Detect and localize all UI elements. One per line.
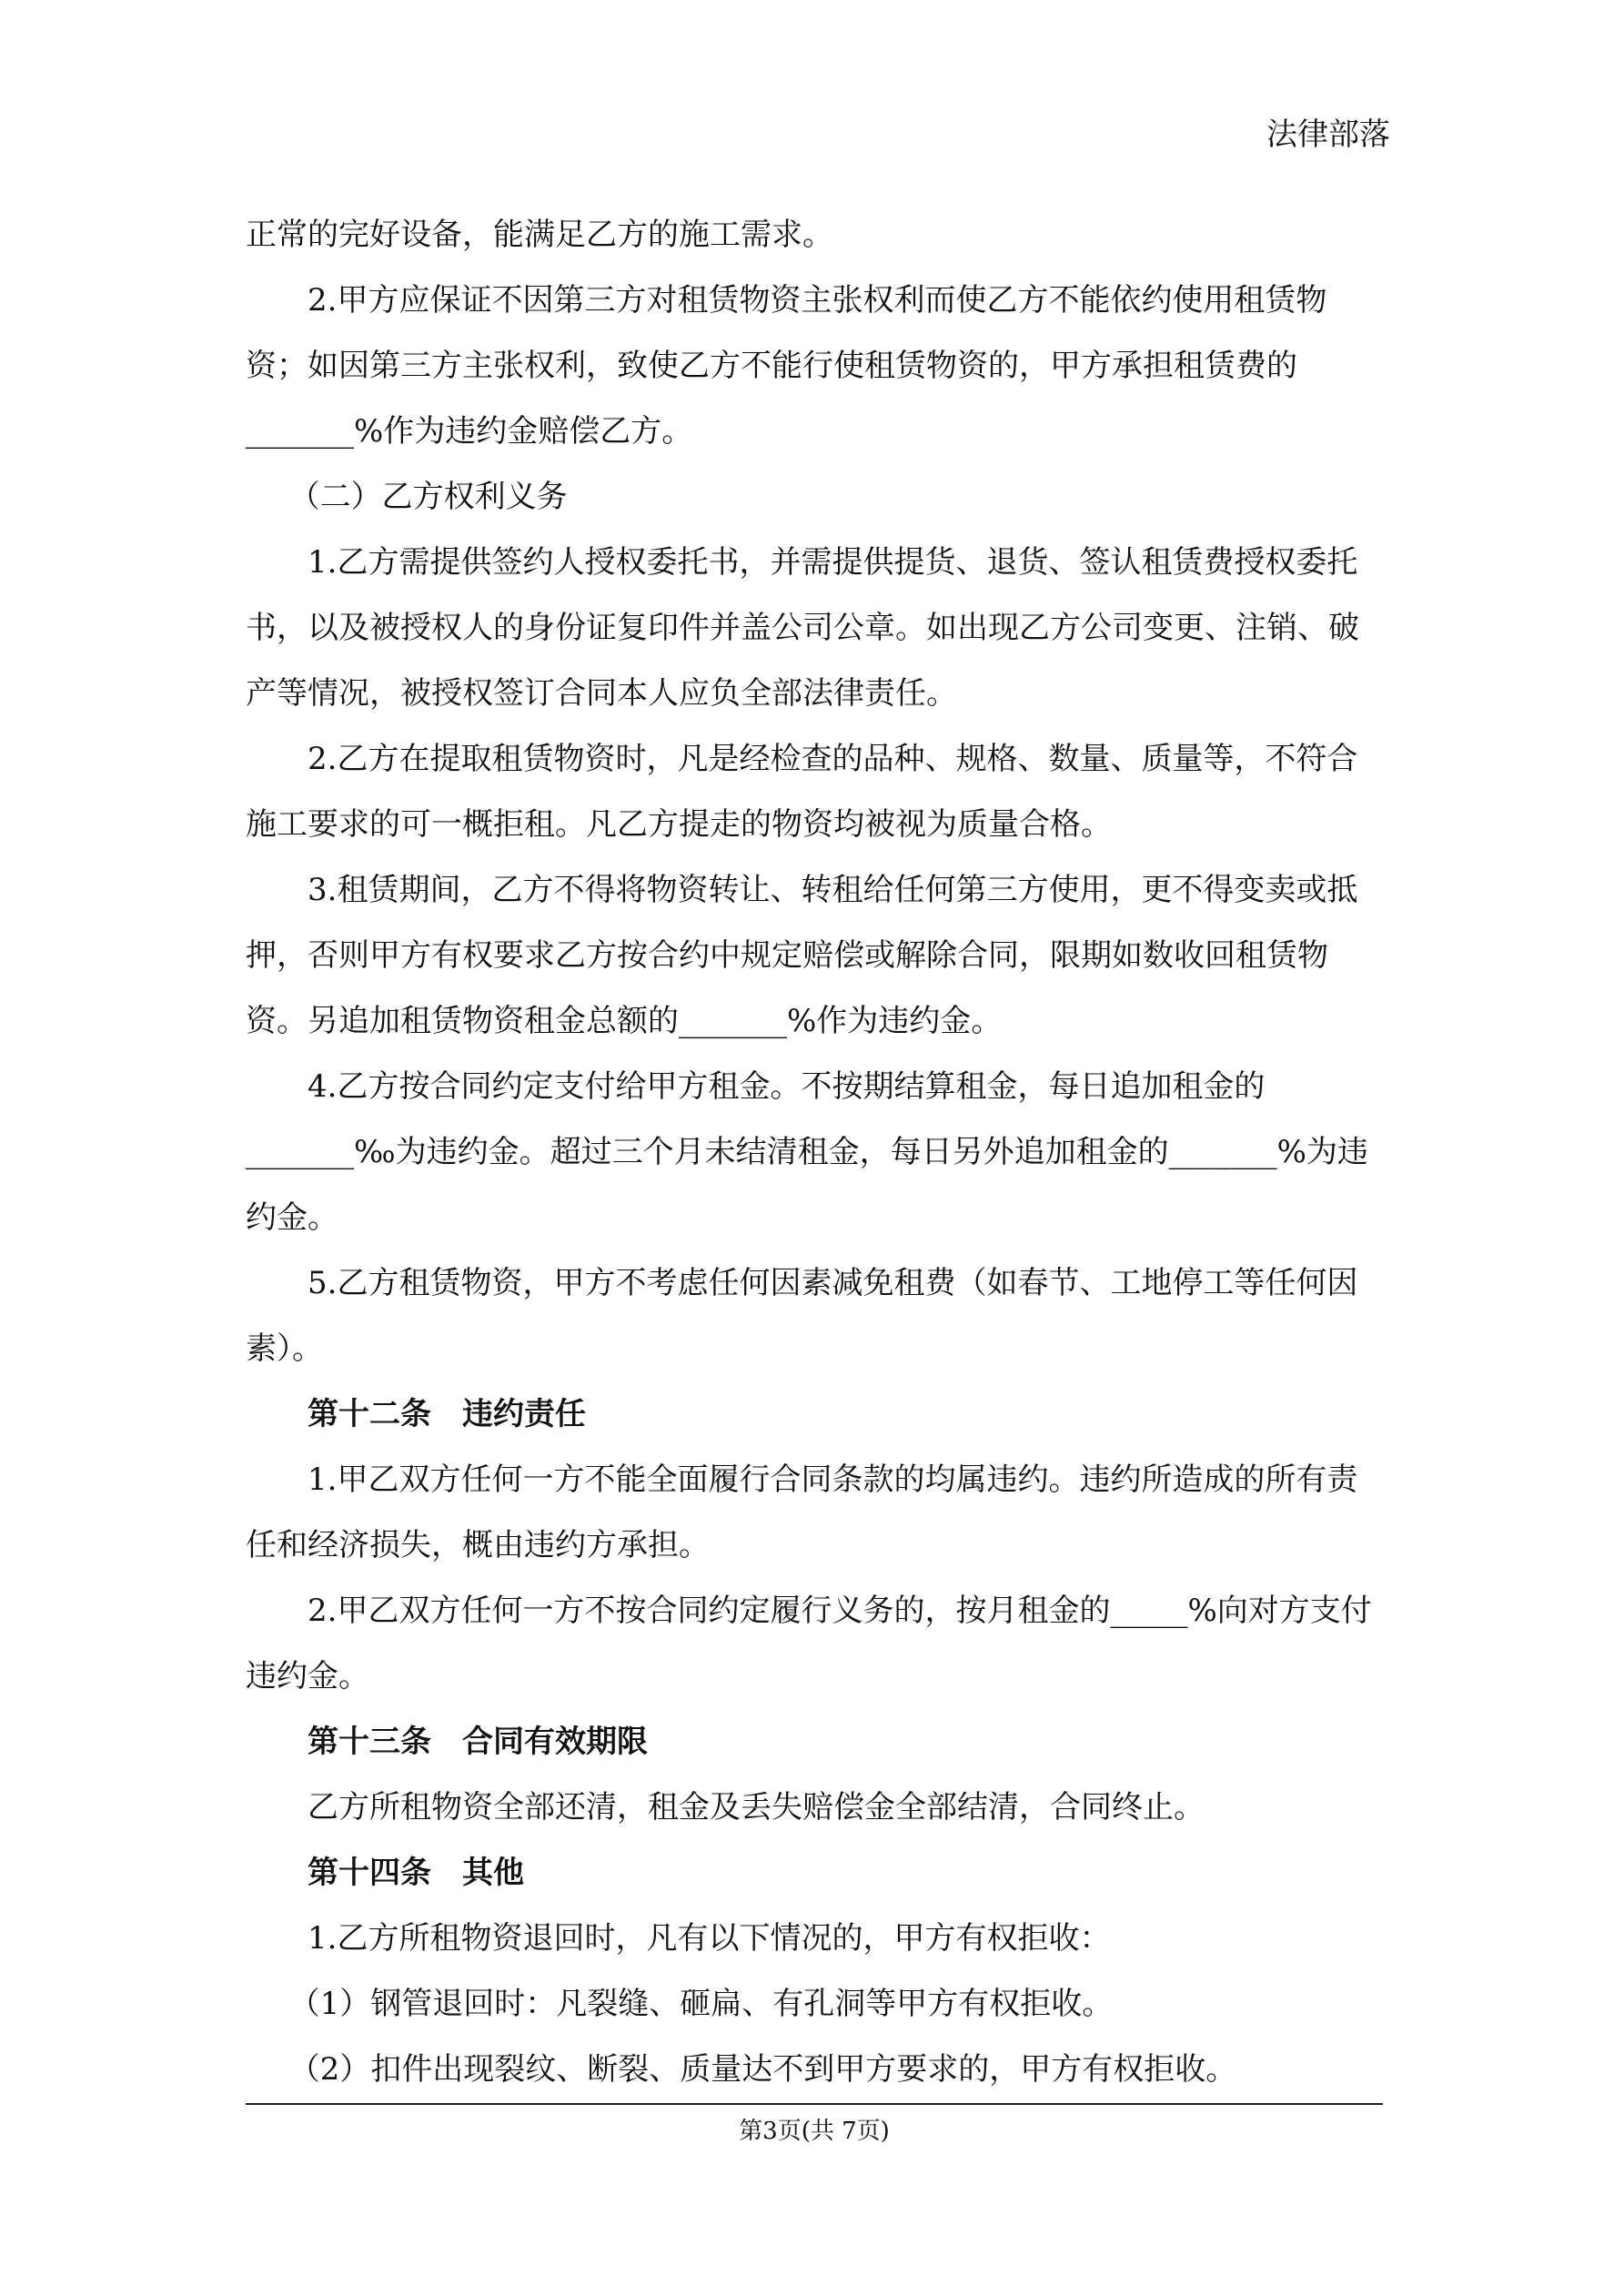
article-heading-14: 第十四条 其他: [308, 1855, 524, 1891]
list-item: （2）扣件出现裂纹、断裂、质量达不到甲方要求的，甲方有权拒收。: [288, 2051, 1237, 2088]
article-heading-13: 第十三条 合同有效期限: [308, 1724, 648, 1760]
paragraph: 1.甲乙双方任何一方不能全面履行合同条款的均属违约。违约所造成的所有责任和经济损失，概由违约方承担。: [246, 1462, 1358, 1563]
paragraph: 2.甲方应保证不因第三方对租赁物资主张权利而使乙方不能依约使用租赁物资；如因第三方主张权利，致使乙方不能行使租赁物资的，甲方承担租赁费的_______%作为违约金赔偿乙方。: [246, 282, 1327, 450]
paragraph: 正常的完好设备，能满足乙方的施工需求。: [246, 217, 833, 253]
footer-divider: [246, 2103, 1383, 2105]
paragraph: 5.乙方租赁物资，甲方不考虑任何因素减免租费（如春节、工地停工等任何因素）。: [246, 1265, 1358, 1367]
document-body: [246, 202, 1383, 2102]
list-item: （1）钢管退回时：凡裂缝、砸扁、有孔洞等甲方有权拒收。: [288, 1986, 1114, 2022]
paragraph: 2.甲乙双方任何一方不按合同约定履行义务的，按月租金的_____%向对方支付违约金。: [246, 1593, 1372, 1694]
paragraph: 1.乙方需提供签约人授权委托书，并需提供提货、退货、签认租赁费授权委托书，以及被授权人的身份证复印件并盖公司公章。如出现乙方公司变更、注销、破产等情况，被授权签订合同本人应负全部法律责任。: [246, 544, 1359, 712]
paragraph: 3.租赁期间，乙方不得将物资转让、转租给任何第三方使用，更不得变卖或抵押，否则甲方有权要求乙方按合约中规定赔偿或解除合同，限期如数收回租赁物资。另追加租赁物资租金总额的_______%作为违约金。: [246, 872, 1358, 1039]
paragraph: 1.乙方所租物资退回时，凡有以下情况的，甲方有权拒收：: [308, 1920, 1111, 1957]
page-number: 第3页(共 7页): [739, 2118, 890, 2145]
paragraph: 4.乙方按合同约定支付给甲方租金。不按期结算租金，每日追加租金的_______‰为违约金。超过三个月未结清租金，每日另外追加租金的_______%为违约金。: [246, 1068, 1368, 1236]
paragraph: 2.乙方在提取租赁物资时，凡是经检查的品种、规格、数量、质量等，不符合施工要求的可一概拒租。凡乙方提走的物资均被视为质量合格。: [246, 741, 1358, 843]
subsection-heading: （二）乙方权利义务: [288, 479, 568, 515]
paragraph: 乙方所租物资全部还清，租金及丢失赔偿金全部结清，合同终止。: [308, 1789, 1205, 1826]
header-brand: 法律部落: [1266, 116, 1390, 153]
article-heading-12: 第十二条 违约责任: [308, 1396, 586, 1432]
